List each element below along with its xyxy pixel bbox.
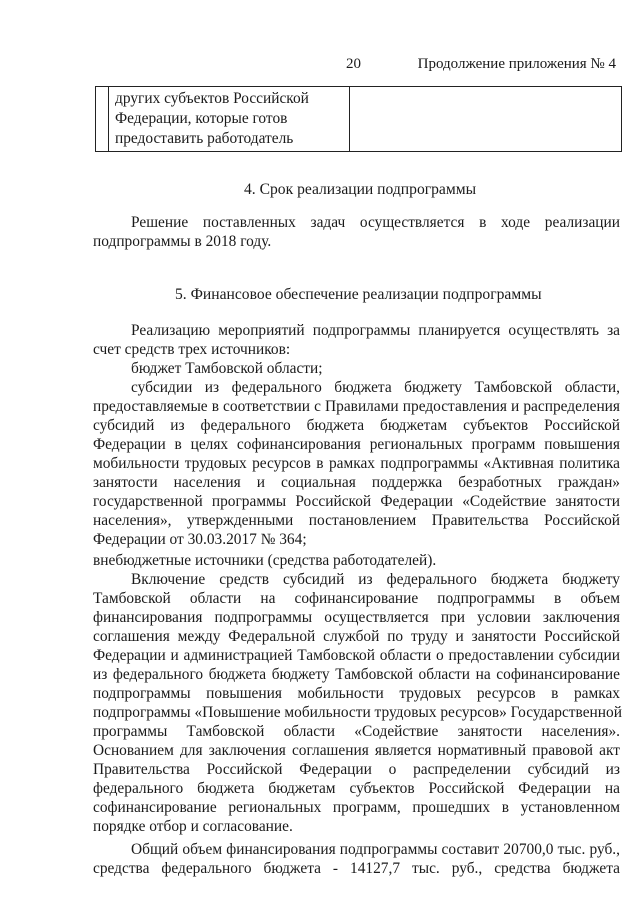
paragraph-line: порядке отбор и согласование. <box>93 818 293 835</box>
table-cell-line: предоставить работодатель <box>115 130 294 147</box>
paragraph-line: счет средств трех источников: <box>93 341 291 358</box>
paragraph-line: финансирования подпрограммы осуществляется при условии заключения <box>93 609 620 626</box>
paragraph-line: бюджет Тамбовской области; <box>131 360 323 377</box>
paragraph-line: соглашения между Федеральной службой по труду и занятости Российской <box>93 628 620 645</box>
paragraph-line: подпрограммы «Повышение мобильности трудовых ресурсов» Государственной <box>93 704 622 721</box>
paragraph-line: Тамбовской области на софинансирование подпрограммы в объем <box>93 590 620 607</box>
paragraph-line: внебюджетные источники (средства работодателей). <box>93 552 437 569</box>
table-cell-line: других субъектов Российской <box>115 90 309 107</box>
paragraph-line: Основанием для заключения соглашения является нормативный правовой акт <box>93 742 620 759</box>
paragraph-line: средства федерального бюджета - 14127,7 тыс. руб., средства бюджета <box>93 860 620 877</box>
paragraph-line: из федерального бюджета бюджету Тамбовской области на софинансирование <box>93 666 620 683</box>
paragraph-line: субсидий из федерального бюджета бюджетам субъектов Российской <box>93 417 620 434</box>
paragraph-line: Решение поставленных задач осуществляется в ходе реализации <box>131 214 620 231</box>
table-cell-text <box>109 87 350 152</box>
paragraph-line: Реализацию мероприятий подпрограммы планируется осуществлять за <box>131 322 620 339</box>
table-row <box>96 87 622 152</box>
table-cell-line: Федерации, которые готов <box>115 110 288 127</box>
paragraph-line: Федерации и администрацией Тамбовской области о предоставлении субсидии <box>93 647 620 664</box>
paragraph-line: подпрограммы в 2018 году. <box>93 233 272 250</box>
paragraph-line: субсидии из федерального бюджета бюджету Тамбовской области, <box>131 379 620 396</box>
paragraph-line: федерального бюджета бюджетам субъектов Российской Федерации на <box>93 780 620 797</box>
paragraph-line: Включение средств субсидий из федерального бюджета бюджету <box>131 571 620 588</box>
paragraph-line: Федерации в целях софинансирования региональных программ повышения <box>93 436 620 453</box>
paragraph-line: населения», утвержденными постановлением Правительства Российской <box>93 512 620 529</box>
table-cell-number <box>96 87 109 152</box>
paragraph-line: Общий объем финансирования подпрограммы составит 20700,0 тыс. руб., <box>131 841 620 858</box>
paragraph-line: предоставляемые в соответствии с Правилами предоставления и распределения <box>93 398 620 415</box>
paragraph-line: мобильности трудовых ресурсов в рамках подпрограммы «Активная политика <box>93 455 620 472</box>
continuation-table <box>95 86 622 152</box>
section-5-heading: 5. Финансовое обеспечение реализации подпрограммы <box>175 286 542 303</box>
section-4-heading: 4. Срок реализации подпрограммы <box>244 181 477 198</box>
paragraph-line: занятости населения и социальная поддержка безработных граждан» <box>93 474 620 491</box>
appendix-continuation-title: Продолжение приложения № 4 <box>417 56 616 72</box>
paragraph-line: софинансирование региональных программ, прошедших в установленном <box>93 799 620 816</box>
paragraph-line: Правительства Российской Федерации о распределении субсидий из <box>93 761 620 778</box>
table-cell-empty <box>350 87 622 152</box>
paragraph-line: программы Тамбовской области «Содействие занятости населения». <box>93 723 620 740</box>
paragraph-line: Федерации от 30.03.2017 № 364; <box>93 531 307 548</box>
paragraph-line: государственной программы Российской Федерации «Содействие занятости <box>93 493 620 510</box>
page-number: 20 <box>346 56 361 72</box>
paragraph-line: подпрограммы повышения мобильности трудовых ресурсов в рамках <box>93 685 620 702</box>
